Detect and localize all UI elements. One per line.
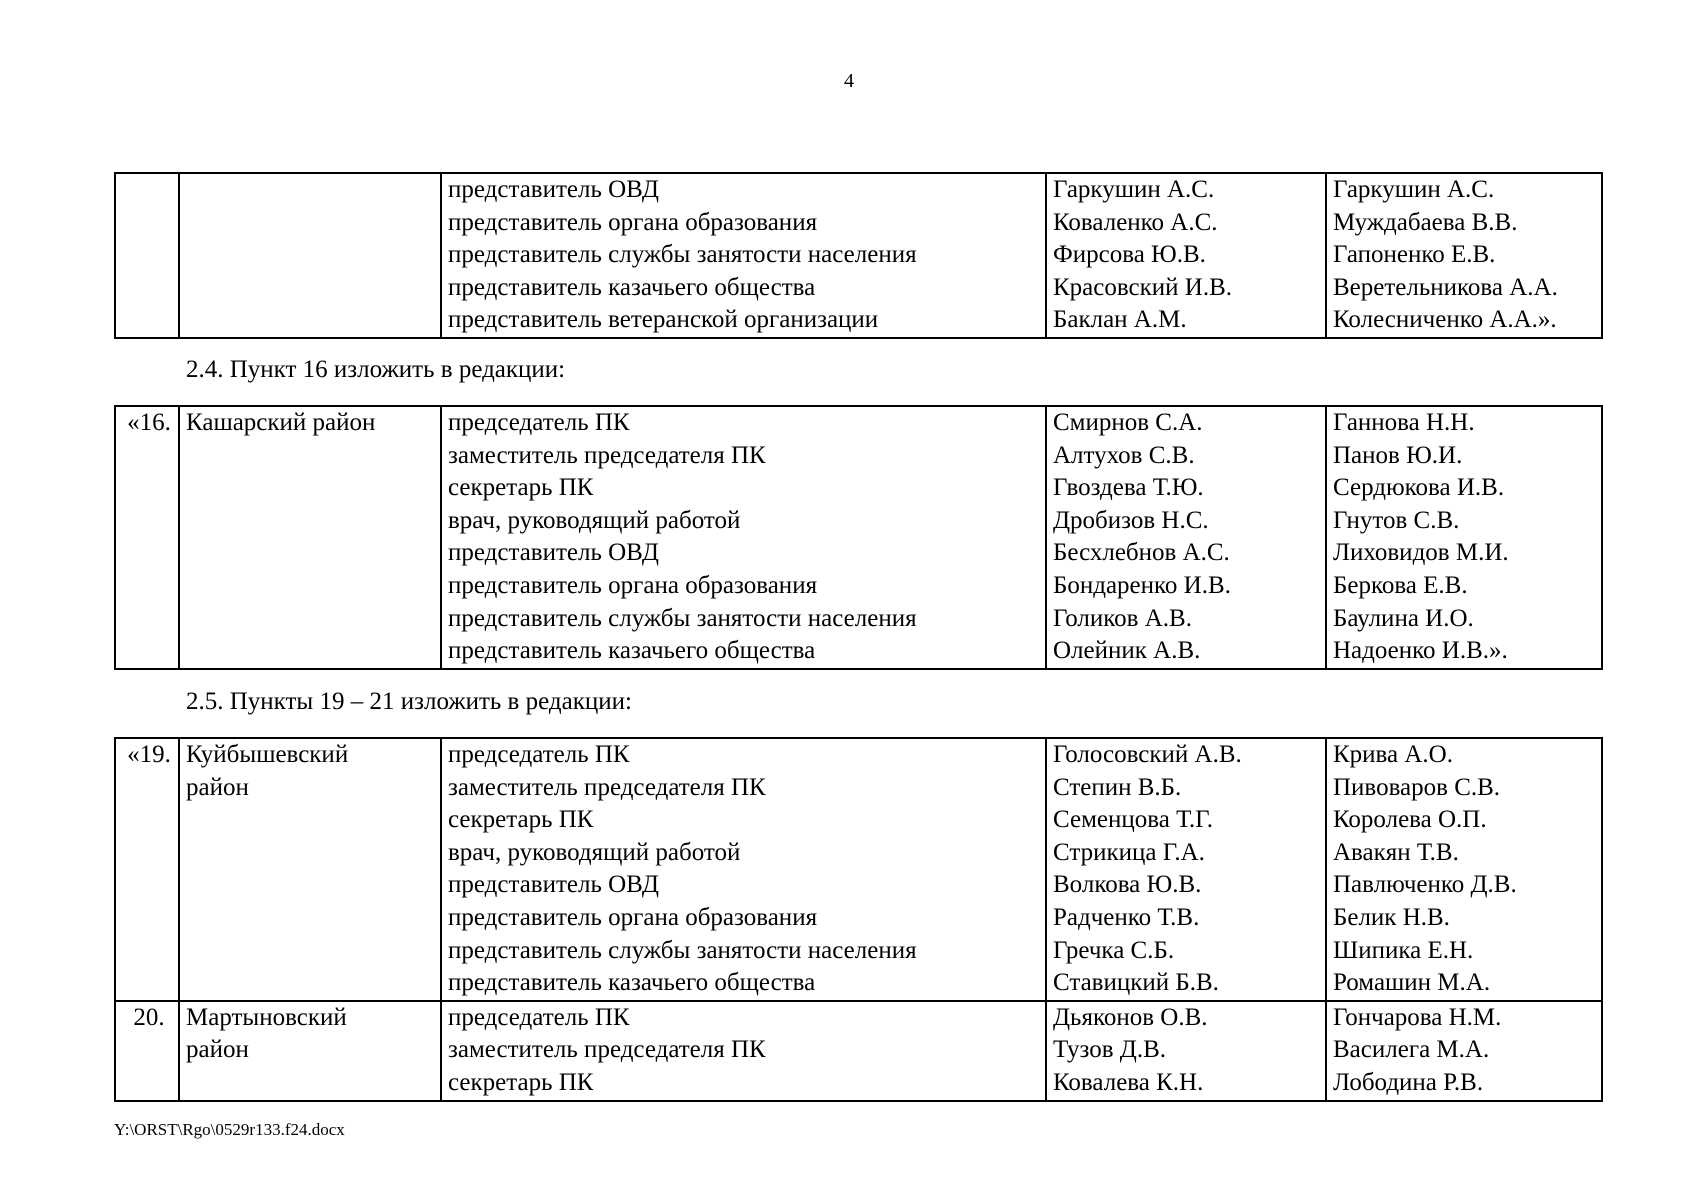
role-cell-line: представитель ОВД (448, 871, 659, 899)
reserve-member-cell-line: Пивоваров С.В. (1333, 773, 1501, 801)
item-number-cell-text: 20. (133, 1003, 165, 1031)
role-cell-line: секретарь ПК (448, 1068, 594, 1096)
reserve-member-cell-line: Сердюкова И.В. (1333, 474, 1505, 502)
reserve-member-cell-line: Гончарова Н.М. (1333, 1003, 1502, 1031)
role-cell-line: представитель органа образования (448, 903, 818, 931)
reserve-member-cell-line: Белик Н.В. (1333, 903, 1450, 931)
role-cell-line: секретарь ПК (448, 806, 594, 834)
member-cell-line: Олейник А.В. (1053, 637, 1201, 665)
reserve-member-cell-line: Панов Ю.И. (1333, 441, 1463, 469)
role-cell-line: врач, руководящий работой (448, 506, 741, 534)
page-number: 4 (844, 70, 854, 92)
member-cell-line: Смирнов С.А. (1053, 409, 1203, 436)
role-cell-line: председатель ПК (448, 1003, 630, 1031)
role-cell-line: представитель ОВД (448, 539, 659, 567)
commission-table-item-16 (114, 405, 1603, 670)
reserve-member-cell (1326, 738, 1602, 1001)
member-cell-line: Бесхлебнов А.С. (1053, 539, 1230, 567)
item-number-cell (115, 738, 179, 1001)
reserve-member-cell-line: Павлюченко Д.В. (1333, 871, 1517, 899)
reserve-member-cell-line: Гапоненко Е.В. (1333, 241, 1496, 269)
member-cell-line: Голиков А.В. (1053, 604, 1192, 632)
role-cell-line: секретарь ПК (448, 474, 594, 502)
member-cell-line: Гвоздева Т.Ю. (1053, 474, 1204, 502)
role-cell-line: заместитель председателя ПК (448, 773, 766, 801)
member-cell-line: Волкова Ю.В. (1053, 871, 1202, 899)
role-cell-line: представитель органа образования (448, 208, 818, 236)
member-cell-line: Голосовский А.В. (1053, 741, 1242, 768)
district-cell (179, 406, 441, 669)
district-cell (179, 738, 441, 1001)
reserve-member-cell-line: Гнутов С.В. (1333, 506, 1460, 534)
role-cell (441, 738, 1046, 1001)
role-cell-line: представитель казачьего общества (448, 273, 816, 301)
role-cell-line: представитель ОВД (448, 176, 659, 203)
role-cell-line: представитель казачьего общества (448, 969, 816, 997)
reserve-member-cell (1326, 173, 1602, 338)
role-cell-line: представитель службы занятости населения (448, 604, 917, 632)
role-cell-line: представитель казачьего общества (448, 637, 816, 665)
member-cell-line: Степин В.Б. (1053, 773, 1182, 801)
reserve-member-cell-line: Лободина Р.В. (1333, 1068, 1484, 1096)
commission-table-continued (114, 172, 1603, 339)
item-number-cell (115, 406, 179, 669)
reserve-member-cell-line: Муждабаева В.В. (1333, 208, 1518, 236)
district-cell-line: Кашарский район (186, 409, 376, 436)
reserve-member-cell-line: Колесниченко А.А.». (1333, 306, 1557, 334)
table-row (115, 1001, 1602, 1101)
reserve-member-cell-line: Веретельникова А.А. (1333, 273, 1558, 301)
member-cell-line: Бондаренко И.В. (1053, 571, 1231, 599)
reserve-member-cell-line: Лиховидов М.И. (1333, 539, 1509, 567)
member-cell-line: Алтухов С.В. (1053, 441, 1195, 469)
role-cell-line: председатель ПК (448, 409, 630, 436)
member-cell-line: Ставицкий Б.В. (1053, 969, 1219, 997)
member-cell (1046, 406, 1326, 669)
reserve-member-cell-line: Ганнова Н.Н. (1333, 409, 1475, 436)
district-cell-line: район (186, 1036, 249, 1064)
district-cell-line: Мартыновский (186, 1003, 347, 1031)
item-number-cell-text (120, 174, 178, 207)
role-cell-line: представитель службы занятости населения (448, 936, 917, 964)
member-cell-line: Красовский И.В. (1053, 273, 1233, 301)
file-path-footer: Y:\ORST\Rgo\0529r133.f24.docx (114, 1120, 345, 1139)
role-cell-line: представитель ветеранской организации (448, 306, 879, 334)
table-row (115, 738, 1602, 1001)
reserve-member-cell (1326, 406, 1602, 669)
member-cell-line: Тузов Д.В. (1053, 1036, 1167, 1064)
member-cell-line: Гречка С.Б. (1053, 936, 1175, 964)
member-cell-line: Стрикица Г.А. (1053, 838, 1205, 866)
role-cell-line: заместитель председателя ПК (448, 1036, 766, 1064)
member-cell (1046, 738, 1326, 1001)
role-cell-line: председатель ПК (448, 741, 630, 768)
reserve-member-cell-line: Шипика Е.Н. (1333, 936, 1474, 964)
role-cell-line: врач, руководящий работой (448, 838, 741, 866)
member-cell (1046, 173, 1326, 338)
district-cell (179, 1001, 441, 1101)
reserve-member-cell-line: Авакян Т.В. (1333, 838, 1459, 866)
paragraph-2-4: 2.4. Пункт 16 изложить в редакции: (186, 356, 566, 383)
role-cell-line: представитель службы занятости населения (448, 241, 917, 269)
member-cell-line: Коваленко А.С. (1053, 208, 1218, 236)
reserve-member-cell-line: Королева О.П. (1333, 806, 1487, 834)
reserve-member-cell-line: Гаркушин А.С. (1333, 176, 1495, 203)
member-cell-line: Дьяконов О.В. (1053, 1003, 1208, 1031)
table-row (115, 406, 1602, 669)
member-cell-line: Радченко Т.В. (1053, 903, 1200, 931)
table-row (115, 173, 1602, 338)
district-cell-line: Куйбышевский (186, 741, 349, 768)
reserve-member-cell-line: Крива А.О. (1333, 741, 1453, 768)
member-cell-line: Дробизов Н.С. (1053, 506, 1209, 534)
district-cell (179, 173, 441, 338)
item-number-cell (115, 1001, 179, 1101)
reserve-member-cell-line: Баулина И.О. (1333, 604, 1474, 632)
role-cell (441, 406, 1046, 669)
role-cell (441, 1001, 1046, 1101)
reserve-member-cell-line: Василега М.А. (1333, 1036, 1490, 1064)
member-cell-line: Ковалева К.Н. (1053, 1068, 1204, 1096)
item-number-cell-text: «19. (127, 741, 171, 768)
paragraph-2-5: 2.5. Пункты 19 – 21 изложить в редакции: (186, 688, 632, 715)
district-cell-line: район (186, 773, 249, 801)
item-number-cell (115, 173, 179, 338)
member-cell-line: Баклан А.М. (1053, 306, 1187, 334)
commission-table-items-19-20 (114, 737, 1603, 1102)
role-cell-line: представитель органа образования (448, 571, 818, 599)
member-cell-line: Гаркушин А.С. (1053, 176, 1215, 203)
role-cell (441, 173, 1046, 338)
reserve-member-cell-line: Ромашин М.А. (1333, 969, 1491, 997)
member-cell-line: Фирсова Ю.В. (1053, 241, 1206, 269)
item-number-cell-text: «16. (127, 409, 171, 436)
member-cell-line: Семенцова Т.Г. (1053, 806, 1213, 834)
reserve-member-cell (1326, 1001, 1602, 1101)
reserve-member-cell-line: Беркова Е.В. (1333, 571, 1468, 599)
reserve-member-cell-line: Надоенко И.В.». (1333, 637, 1508, 665)
role-cell-line: заместитель председателя ПК (448, 441, 766, 469)
member-cell (1046, 1001, 1326, 1101)
